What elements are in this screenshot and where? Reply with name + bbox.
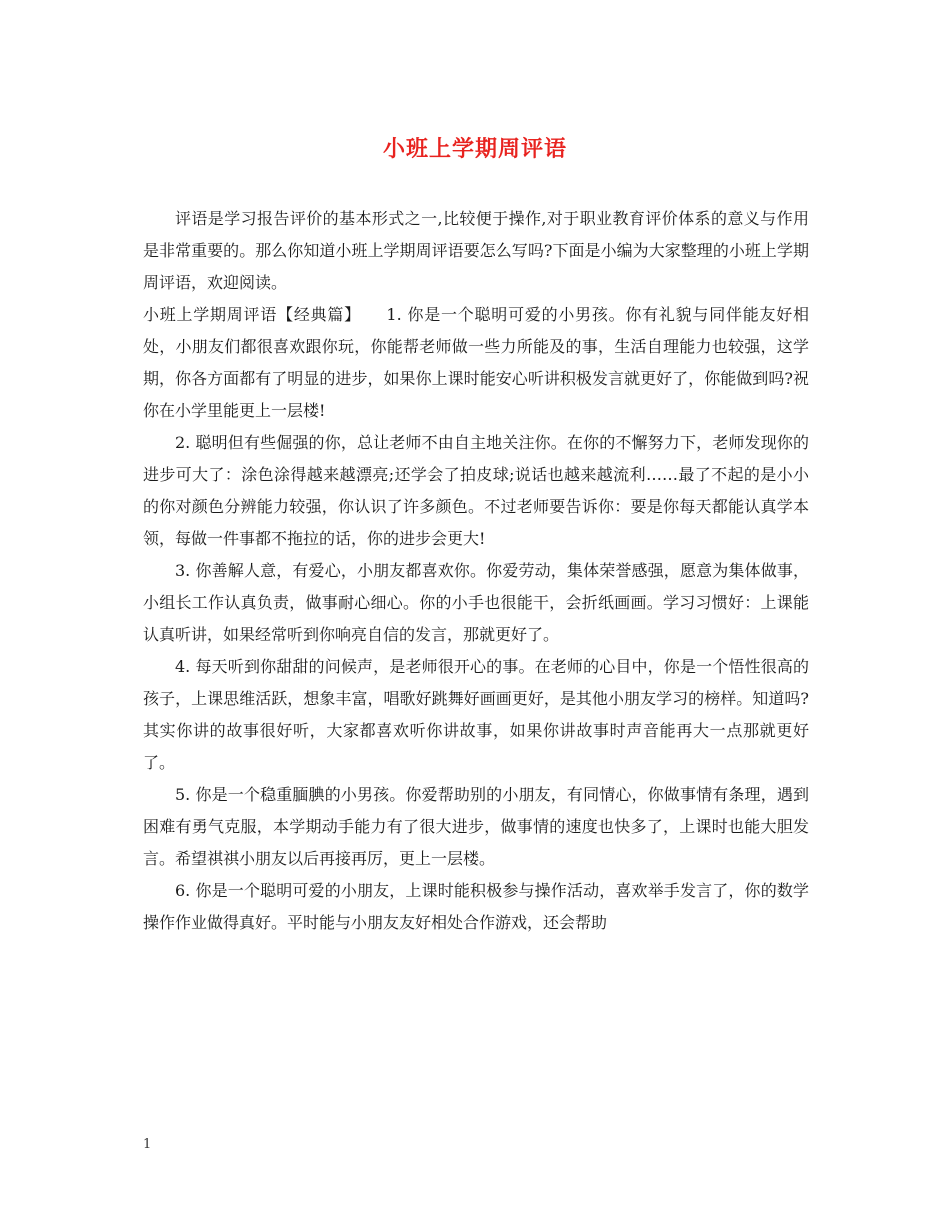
paragraph-comment-3: 3. 你善解人意，有爱心，小朋友都喜欢你。你爱劳动，集体荣誉感强，愿意为集体做事，小组长工作认真负责，做事耐心细心。你的小手也很能干，会折纸画画。学习习惯好：上课能认真听讲，如果经常听到你响亮自信的发言，那就更好了。: [143, 561, 809, 644]
paragraph-comment-4: 4. 每天听到你甜甜的问候声，是老师很开心的事。在老师的心目中，你是一个悟性很高的孩子，上课思维活跃，想象丰富，唱歌好跳舞好画画更好，是其他小朋友学习的榜样。知道吗?其实你讲的故事很好听，大家都喜欢听你讲故事，如果你讲故事时声音能再大一点那就更好了。: [143, 657, 809, 772]
paragraph-comment-6: 6. 你是一个聪明可爱的小朋友，上课时能积极参与操作活动，喜欢举手发言了，你的数学操作作业做得真好。平时能与小朋友友好相处合作游戏，还会帮助: [143, 881, 809, 932]
document-title: 小班上学期周评语: [382, 136, 567, 162]
document-body: [143, 203, 809, 939]
page-number: 1: [143, 1137, 152, 1152]
paragraph-comment-2: 2. 聪明但有些倔强的你，总让老师不由自主地关注你。在你的不懈努力下，老师发现你的进步可大了：涂色涂得越来越漂亮;还学会了拍皮球;说话也越来越流利……最了不起的是小小的你对颜色分辨能力较强，你认识了许多颜色。不过老师要告诉你：要是你每天都能认真学本领，每做一件事都不拖拉的话，你的进步会更大!: [143, 433, 809, 548]
paragraph-comment-1: 小班上学期周评语【经典篇】 1. 你是一个聪明可爱的小男孩。你有礼貌与同伴能友好相处，小朋友们都很喜欢跟你玩，你能帮老师做一些力所能及的事，生活自理能力也较强，这学期，你各方面都有了明显的进步，如果你上课时能安心听讲积极发言就更好了，你能做到吗?祝你在小学里能更上一层楼!: [143, 305, 809, 420]
intro-paragraph: 评语是学习报告评价的基本形式之一,比较便于操作,对于职业教育评价体系的意义与作用是非常重要的。那么你知道小班上学期周评语要怎么写吗?下面是小编为大家整理的小班上学期周评语，欢迎阅读。: [143, 209, 809, 292]
paragraph-comment-5: 5. 你是一个稳重腼腆的小男孩。你爱帮助别的小朋友，有同情心，你做事情有条理，遇到困难有勇气克服，本学期动手能力有了很大进步，做事情的速度也快多了，上课时也能大胆发言。希望祺祺小朋友以后再接再厉，更上一层楼。: [143, 785, 809, 868]
